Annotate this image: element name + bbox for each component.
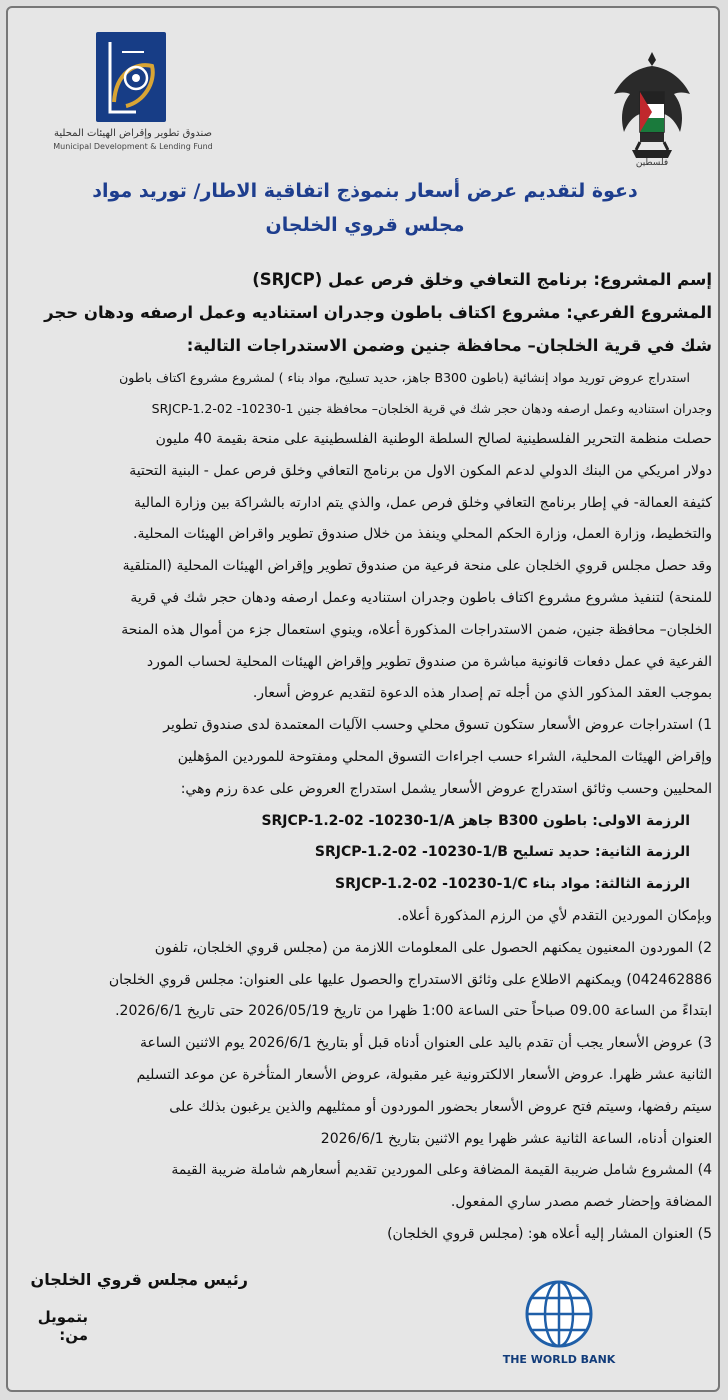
mdlf-emblem-icon xyxy=(96,32,166,122)
paragraph1-line-1: حصلت منظمة التحرير الفلسطينية لصالح السلطة الوطنية الفلسطينية على منحة بقيمة 40 مليون xyxy=(155,431,712,447)
item1-line-4: وبإمكان الموردين التقدم لأي من الرزم المذكورة أعلاه. xyxy=(397,907,712,924)
item3-line-3: سيتم رفضها، وسيتم فتح عروض الأسعار بحضور الموردون أو ممثليهم والذين يرغبون بذلك على xyxy=(169,1098,712,1115)
paragraph1-line-3: كثيفة العمالة- في إطار برنامج التعافي وخلق فرص عمل، والذي يتم ادارته بالشراكة بين وزارة المالية xyxy=(133,494,712,511)
paragraph1-line-2: دولار امريكي من البنك الدولي لدعم المكون الاول من برنامج التعافي وخلق فرص عمل - البنية التحتية xyxy=(129,462,712,479)
item4-line-1: 4) المشروع شامل ضريبة القيمة المضافة وعلى الموردين تقديم أسعارهم شاملة ضريبة القيمة xyxy=(171,1162,712,1179)
sub-project-line-2: شك في قرية الخلجان– محافظة جنين وضمن الاستدراجات التالية: xyxy=(186,336,712,355)
emblem-caption: فلسطين xyxy=(635,158,669,168)
package-3: الرزمة الثالثة: مواد بناء SRJCP-1.2-02 -10230-1/C xyxy=(335,876,690,893)
signature-title: رئيس مجلس قروي الخلجان xyxy=(30,1270,248,1289)
world-bank-globe-icon xyxy=(496,1274,622,1386)
funded-by-label: بتمويل من: xyxy=(37,1308,88,1344)
item1-line-1: 1) استدراجات عروض الأسعار ستكون تسوق محلي وحسب الآليات المعتمدة لدى صندوق تطوير xyxy=(163,717,712,734)
announcement-body xyxy=(18,263,712,1251)
project-name: إسم المشروع: برنامج التعافي وخلق فرص عمل (SRJCP) xyxy=(252,270,712,289)
intro-line-1: استدراج عروض توريد مواد إنشائية (باطون B300 جاهز، حديد تسليح، مواد بناء ) لمشروع مشروع اكتاف باطون xyxy=(119,370,690,385)
paragraph2-line-3: الخلجان– محافظة جنين، ضمن الاستدراجات المذكورة أعلاه، وينوي استعمال جزء من أموال هذه المنحة xyxy=(121,621,712,638)
package-2: الرزمة الثانية: حديد تسليح SRJCP-1.2-02 -10230-1/B xyxy=(314,844,690,861)
header xyxy=(8,8,722,178)
mdlf-name-en: Municipal Development & Lending Fund xyxy=(53,142,213,151)
item1-line-2: وإقراض الهيئات المحلية، الشراء حسب اجراءات التسوق المحلي ومفتوحة للموردين المؤهلين xyxy=(177,748,712,765)
mdlf-logo-mark xyxy=(96,32,166,122)
item2-line-2: 042462886) ويمكنهم الاطلاع على وثائق الاستدراج والحصول عليها على العنوان: مجلس قروي الخلجان xyxy=(108,971,712,988)
item1-line-3: المحليين وحسب وثائق استدراج عروض الأسعار يشمل استدراج العروض على عدة رزم وهي: xyxy=(180,780,712,797)
paragraph2-line-5: بموجب العقد المذكور الذي من أجله تم إصدار هذه الدعوة لتقديم عروض أسعار. xyxy=(252,685,712,702)
intro-line-2: وجدران استناديه وعمل ارصفه ودهان حجر شك في قرية الخلجان– محافظة جنين SRJCP-1.2-02 -10230-1 xyxy=(151,401,712,416)
world-bank-name: THE WORLD BANK xyxy=(502,1353,616,1366)
paragraph2-line-2: للمنحة) لتنفيذ مشروع مشروع اكتاف باطون وجدران استناديه وعمل ارصفه ودهان حجر شك في قرية xyxy=(130,589,712,606)
paragraph2-line-1: وقد حصل مجلس قروي الخلجان على منحة فرعية من صندوق تطوير وإقراض الهيئات المحلية (المتلقية xyxy=(122,558,712,575)
item5: 5) العنوان المشار إليه أعلاه هو: (مجلس قروي الخلجان) xyxy=(387,1225,712,1242)
announcement-title: دعوة لتقديم عرض أسعار بنموذج اتفاقية الاطار/ توريد مواد xyxy=(92,180,638,202)
paragraph1-line-4: والتخطيط، وزارة العمل، وزارة الحكم المحلي وينفذ من خلال صندوق تطوير واقراض الهيئات المحلية. xyxy=(133,526,712,543)
paragraph2-line-4: الفرعية في عمل دفعات قانونية مباشرة من صندوق تطوير وإقراض الهيئات المحلية لحساب المورد xyxy=(146,653,712,670)
mdlf-name-ar: صندوق تطوير وإقراض الهيئات المحلية xyxy=(54,128,212,139)
mdlf-logo xyxy=(28,32,238,167)
advertisement-frame xyxy=(6,6,720,1392)
item3-line-1: 3) عروض الأسعار يجب أن تقدم باليد على العنوان أدناه قبل أو بتاريخ 2026/6/1 يوم الاثنين الساعة xyxy=(140,1035,712,1052)
sub-project-line-1: المشروع الفرعي: مشروع اكتاف باطون وجدران استناديه وعمل ارصفه ودهان حجر xyxy=(44,303,712,322)
palestine-eagle-emblem-icon xyxy=(606,46,698,176)
item2-line-1: 2) الموردون المعنيون يمكنهم الحصول على المعلومات اللازمة من (مجلس قروي الخلجان، تلفون xyxy=(154,939,712,956)
item3-line-4: العنوان أدناه، الساعة الثانية عشر ظهرا يوم الاثنين بتاريخ 2026/6/1 xyxy=(320,1130,712,1147)
item2-line-3: ابتداءً من الساعة 09.00 صباحاً حتى الساعة 1:00 ظهرا من تاريخ 2026/05/19 حتى تاريخ 2026/6/1. xyxy=(115,1003,712,1020)
item3-line-2: الثانية عشر ظهرا. عروض الأسعار الالكترونية غير مقبولة، عروض الأسعار المتأخرة عن موعد التسليم xyxy=(136,1066,712,1083)
item4-line-2: المضافة وإحضار خصم مصدر ساري المفعول. xyxy=(450,1194,712,1211)
council-name: مجلس قروي الخلجان xyxy=(265,214,465,236)
package-1: الرزمة الاولى: باطون B300 جاهز SRJCP-1.2-02 -10230-1/A xyxy=(261,812,690,829)
